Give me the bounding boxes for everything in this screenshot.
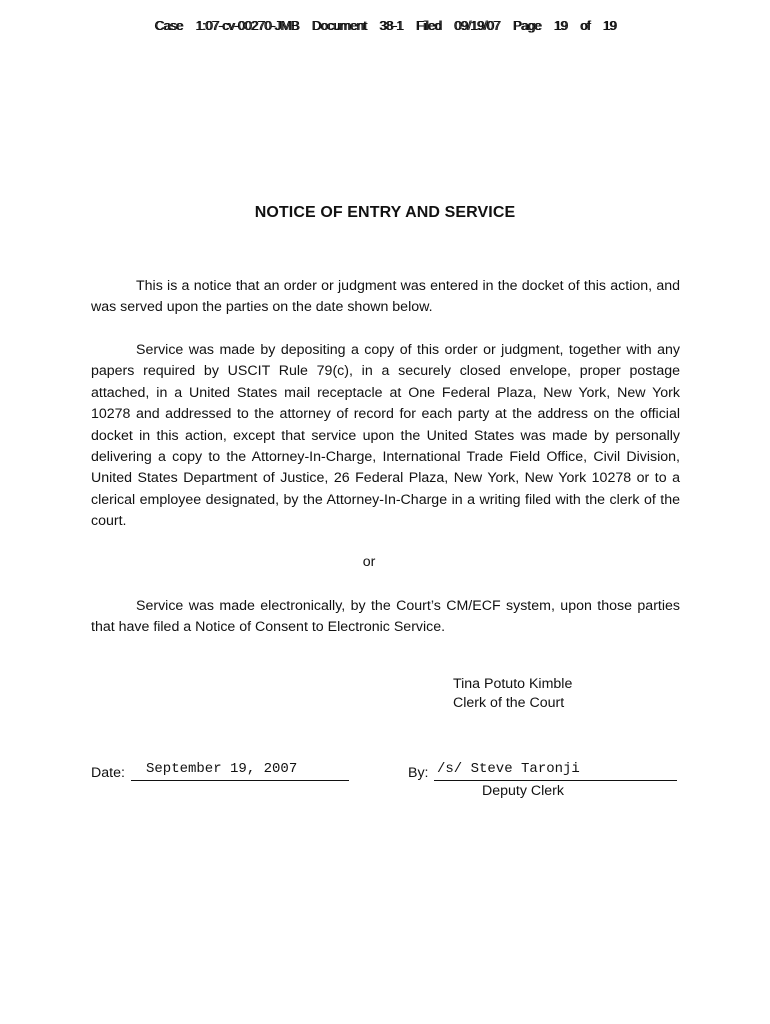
deputy-clerk-title: Deputy Clerk bbox=[482, 783, 565, 799]
signature-underline bbox=[434, 780, 677, 781]
clerk-name: Tina Potuto Kimble bbox=[453, 676, 573, 692]
case-header-stamp: Case 1:07-cv-00270-JMB Document 38-1 Filed 09/19/07 Page 19 of 19 bbox=[154, 18, 616, 33]
by-signature-value: /s/ Steve Taronji bbox=[437, 761, 580, 777]
date-value: September 19, 2007 bbox=[146, 761, 298, 777]
document-title: NOTICE OF ENTRY AND SERVICE bbox=[254, 204, 516, 221]
mail-service-paragraph: Service was made by depositing a copy of this order or judgment, together with any papers required by USCIT Rule 79(c), in a securely closed envelope, proper postage attached, in a United States mail receptacle at One Federal Plaza, New York, New York 10278 and addressed to the attorney of record for each party at the address on the official docket in this action, except that service upon the United States was made by personally delivering a copy to the Attorney-In-Charge, International Trade Field Office, Civil Division, United States Department of Justice, 26 Federal Plaza, New York, New York 10278 or to a clerical employee designated, by the Attorney-In-Charge in a writing filed with the clerk of the court. bbox=[91, 342, 680, 530]
notice-paragraph: This is a notice that an order or judgment was entered in the docket of this action, and was served upon the parties on the date shown below. bbox=[91, 278, 680, 316]
date-label: Date: bbox=[91, 765, 125, 781]
electronic-service-paragraph: Service was made electronically, by the Court’s CM/ECF system, upon those parties that have filed a Notice of Consent to Electronic Service. bbox=[91, 598, 680, 636]
or-separator: or bbox=[362, 554, 376, 570]
date-underline bbox=[131, 780, 349, 781]
clerk-title: Clerk of the Court bbox=[453, 694, 565, 711]
clerk-signature-block bbox=[453, 675, 572, 712]
by-label: By: bbox=[408, 765, 429, 781]
